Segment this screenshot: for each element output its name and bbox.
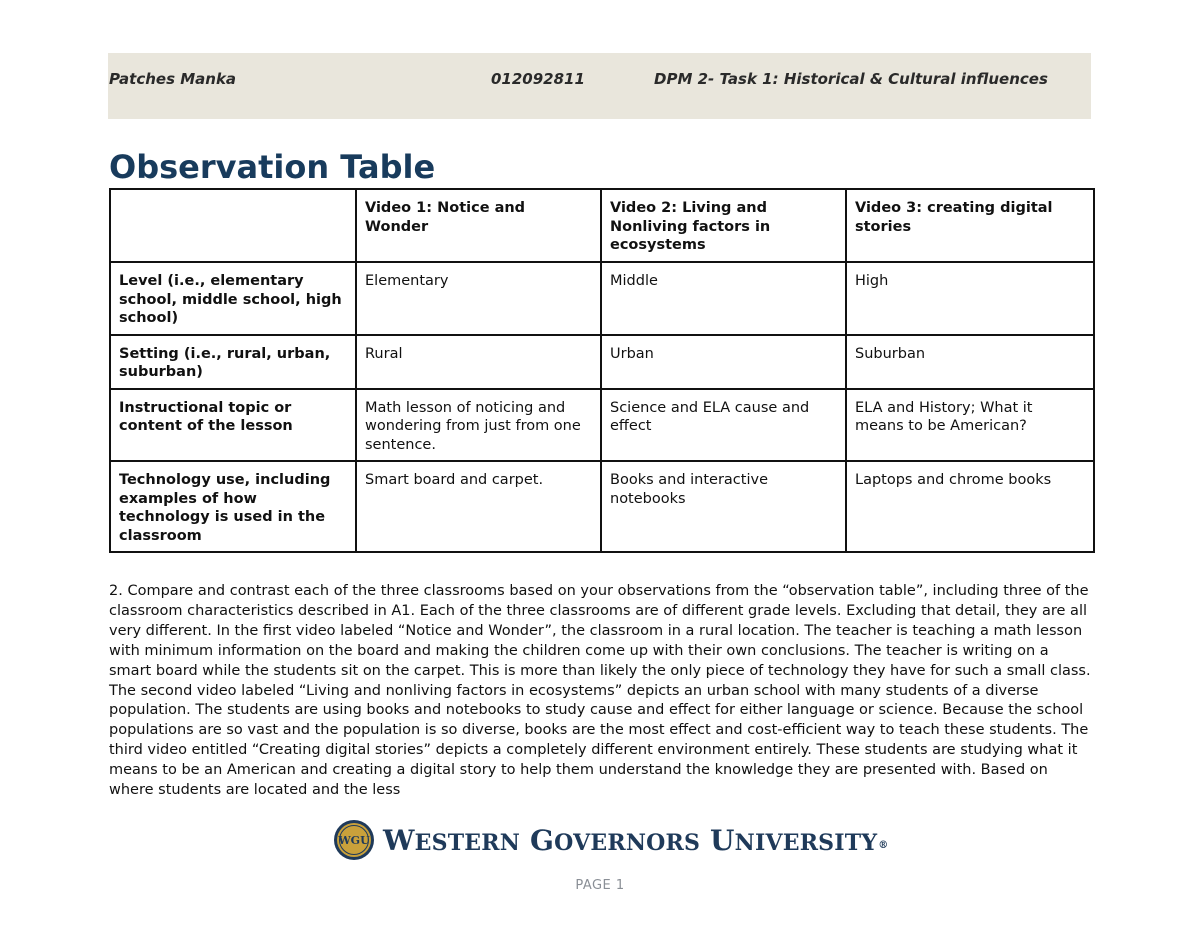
- table-row: [110, 335, 1094, 389]
- table-cell: Rural: [356, 335, 601, 389]
- table-cell: Urban: [601, 335, 846, 389]
- table-cell: Science and ELA cause and effect: [601, 389, 846, 462]
- course-title: DPM 2- Task 1: Historical & Cultural influences: [654, 70, 1048, 88]
- page-title: Observation Table: [109, 148, 436, 186]
- author-name: Patches Manka: [109, 70, 237, 88]
- wgu-logo: [333, 817, 888, 863]
- row-label: Instructional topic or content of the lesson: [110, 389, 356, 462]
- table-header-row: [110, 189, 1094, 262]
- university-seal-icon: [333, 819, 375, 861]
- table-cell: Books and interactive notebooks: [601, 461, 846, 552]
- observation-table: [109, 188, 1095, 553]
- table-row: [110, 262, 1094, 335]
- seal-letters: WGU: [338, 834, 370, 847]
- table-cell: ELA and History; What it means to be American?: [846, 389, 1094, 462]
- university-name: WESTERN GOVERNORS UNIVERSITY: [383, 823, 878, 857]
- table-header-cell: Video 2: Living and Nonliving factors in ecosystems: [601, 189, 846, 262]
- row-label: Setting (i.e., rural, urban, suburban): [110, 335, 356, 389]
- student-id: 012092811: [491, 70, 585, 88]
- row-label: Technology use, including examples of how technology is used in the classroom: [110, 461, 356, 552]
- row-label: Level (i.e., elementary school, middle school, high school): [110, 262, 356, 335]
- table-row: [110, 389, 1094, 462]
- table-cell: Middle: [601, 262, 846, 335]
- university-wordmark: [383, 824, 888, 857]
- table-header-cell: Video 3: creating digital stories: [846, 189, 1094, 262]
- registered-mark: ®: [878, 839, 889, 851]
- essay-paragraph: 2. Compare and contrast each of the three classrooms based on your observations from the “observation table”, including three of the classroom characteristics described in A1. Each of the three classrooms are of different grade levels. Excluding that detail, they are all very different. In the first video labeled “Notice and Wonder”, the classroom in a rural location. The teacher is teaching a math lesson with minimum information on the board and making the children come up with their own conclusions. The teacher is writing on a smart board while the students sit on the carpet. This is more than likely the only piece of technology they have for such a small class. The second video labeled “Living and nonliving factors in ecosystems” depicts an urban school with many students of a diverse population. The students are using books and notebooks to study cause and effect for either language or science. Because the school populations are so vast and the population is so diverse, books are the most effect and cost-efficient way to teach these students. The third video entitled “Creating digital stories” depicts a completely different environment entirely. These students are studying what it means to be an American and creating a digital story to help them understand the knowledge they are presented with. Based on where students are located and the less: [109, 583, 1091, 799]
- table-cell: Laptops and chrome books: [846, 461, 1094, 552]
- table-header-cell: Video 1: Notice and Wonder: [356, 189, 601, 262]
- table-header-cell: [110, 189, 356, 262]
- table-cell: Suburban: [846, 335, 1094, 389]
- table-cell: Math lesson of noticing and wondering from just from one sentence.: [356, 389, 601, 462]
- table-cell: High: [846, 262, 1094, 335]
- page-number: PAGE 1: [575, 878, 625, 893]
- table-row: [110, 461, 1094, 552]
- table-cell: Smart board and carpet.: [356, 461, 601, 552]
- table-cell: Elementary: [356, 262, 601, 335]
